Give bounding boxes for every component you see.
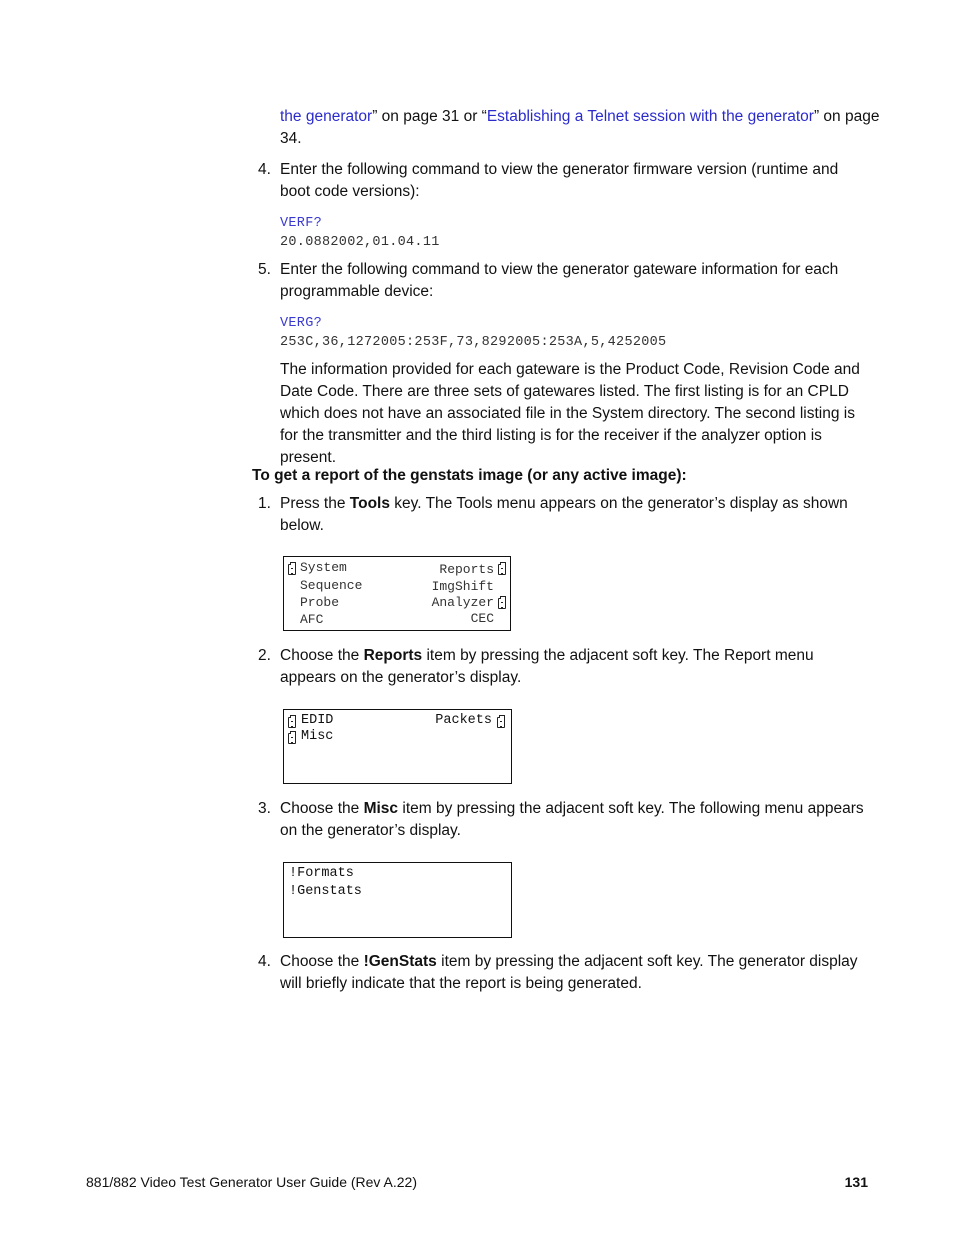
command-response: 20.0882002,01.04.11 [280, 235, 440, 250]
procedure-heading: To get a report of the genstats image (or any active image): [252, 467, 687, 484]
step-number: 4. [258, 161, 271, 178]
softkey-icon [288, 717, 296, 728]
command-response: 253C,36,1272005:253F,73,8292005:253A,5,4252005 [280, 335, 667, 350]
step-number: 3. [258, 800, 271, 817]
step-text: Enter the following command to view the generator firmware version (runtime and boot code versions): [280, 161, 839, 200]
menu-item-cec[interactable]: CEC [470, 611, 494, 626]
footer-title: 881/882 Video Test Generator User Guide (Rev A.22) [86, 1174, 418, 1190]
menu-item-analyzer[interactable]: Analyzer [431, 595, 494, 610]
softkey-icon [498, 598, 506, 609]
menu-item-probe[interactable]: Probe [300, 595, 340, 610]
command-verf: VERF? [280, 216, 323, 231]
menu-item-sequence[interactable]: Sequence [300, 578, 363, 593]
menu-item-formats[interactable]: !Formats [289, 866, 354, 881]
step-number: 2. [258, 647, 271, 664]
softkey-icon [288, 564, 296, 575]
menu-item-genstats[interactable]: !Genstats [289, 884, 362, 899]
command-verg: VERG? [280, 316, 323, 331]
menu-item-afc[interactable]: AFC [300, 612, 324, 627]
menu-item-edid[interactable]: EDID [301, 713, 334, 728]
lcd-reports-menu [283, 709, 512, 784]
menu-item-packets[interactable]: Packets [435, 713, 492, 728]
step-text: Choose the !GenStats item by pressing the adjacent soft key. The generator display will briefly indicate that the report is being generated. [280, 953, 858, 992]
step-text: Choose the Misc item by pressing the adjacent soft key. The following menu appears on the generator’s display. [280, 800, 864, 839]
telnet-session-link[interactable]: Establishing a Telnet session with the generator [486, 108, 814, 125]
lcd-tools-menu [283, 556, 511, 631]
step-number: 5. [258, 261, 271, 278]
step-text: Choose the Reports item by pressing the adjacent soft key. The Report menu appears on the generator’s display. [280, 647, 814, 686]
step-text: Press the Tools key. The Tools menu appears on the generator’s display as shown below. [280, 495, 848, 534]
menu-item-imgshift[interactable]: ImgShift [431, 579, 494, 594]
step-number: 1. [258, 495, 271, 512]
intro-paragraph: the generator” on page 31 or “Establishing a Telnet session with the generator” on page 34. [280, 108, 880, 147]
step-number: 4. [258, 953, 271, 970]
lcd-misc-menu [283, 862, 512, 938]
step-text: Enter the following command to view the generator gateware information for each programmable device: [280, 261, 839, 300]
softkey-icon [288, 733, 296, 744]
page-number: 131 [844, 1174, 868, 1190]
generator-link[interactable]: the generator [280, 108, 373, 125]
menu-item-reports[interactable]: Reports [439, 562, 494, 577]
softkey-icon [498, 564, 506, 575]
menu-item-misc[interactable]: Misc [301, 729, 334, 744]
softkey-icon [497, 717, 505, 728]
menu-item-system[interactable]: System [300, 560, 347, 575]
gateware-note: The information provided for each gateware is the Product Code, Revision Code and Date Code. There are three sets of gatewares listed. The first listing is for an CPLD which does not have an associated file in the System directory. The second listing is for the transmitter and the third listing is for the receiver if the analyzer option is present. [280, 361, 860, 466]
